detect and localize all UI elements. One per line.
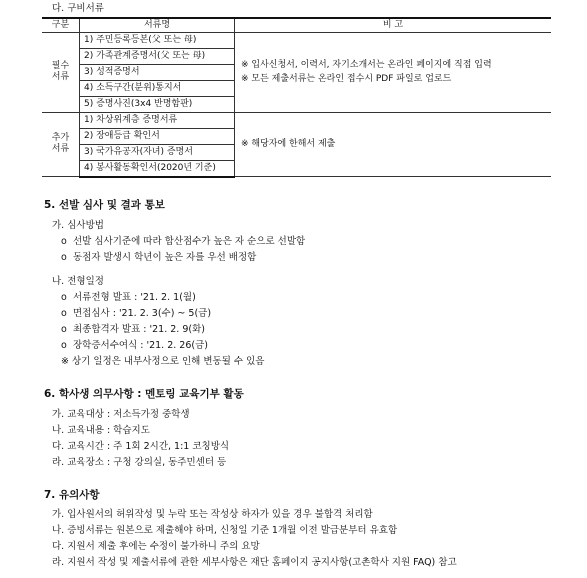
doc-item: 3) 국가유공자(자녀) 증명서 [80, 144, 235, 160]
section7-item: 가. 입사원서의 허위작성 및 누락 또는 작성상 하자가 있을 경우 불합격 처리함 [52, 509, 373, 520]
section7-item: 다. 지원서 제출 후에는 수정이 불가하니 주의 요망 [52, 541, 260, 552]
documents-table [42, 17, 551, 178]
doc-item: 4) 봉사활동확인서(2020년 기준) [80, 160, 235, 177]
doc-section-label: 다. 구비서류 [52, 3, 104, 14]
bullet-icon: o [61, 324, 67, 335]
bullet-icon: o [61, 236, 67, 247]
section7-item: 라. 지원서 작성 및 제출서류에 관한 세부사항은 재단 홈페이지 공지사항(고촌학사 지원 FAQ) 참고 [52, 557, 457, 568]
note-line: ※ 모든 제출서류는 온라인 접수시 PDF 파일로 업로드 [241, 74, 452, 84]
schedule-item: o 장학증서수여식 : '21. 2. 26(금) [61, 340, 208, 351]
required-notes [235, 32, 552, 112]
bullet-icon: o [61, 292, 67, 303]
doc-item: 1) 차상위계층 증명서류 [80, 112, 235, 128]
section6-item: 라. 교육장소 : 구청 강의실, 동주민센터 등 [52, 457, 227, 468]
category-required [42, 32, 80, 112]
note-line: ※ 입사신청서, 이력서, 자기소개서는 온라인 페이지에 직접 입력 [241, 59, 492, 70]
section7-item: 나. 증빙서류는 원본으로 제출해야 하며, 신청일 기준 1개월 이전 발급분부터 유효함 [52, 525, 398, 536]
doc-item: 2) 가족관계증명서(父 또는 母) [80, 48, 235, 64]
bullet-icon: o [61, 252, 67, 263]
schedule-item: o 면접심사 : '21. 2. 3(수) ~ 5(금) [61, 308, 212, 319]
section6-item: 가. 교육대상 : 저소득가정 중학생 [52, 409, 190, 420]
doc-item: 5) 증명사진(3x4 반명함판) [80, 96, 235, 112]
section5-a-label: 가. 심사방법 [52, 220, 104, 231]
doc-item: 3) 성적증명서 [80, 64, 235, 80]
bullet-icon: o [61, 340, 67, 351]
header-docname: 서류명 [80, 18, 235, 32]
section6-item: 다. 교육시간 : 주 1회 2시간, 1:1 코칭방식 [52, 441, 230, 452]
section5-title: 5. 선발 심사 및 결과 통보 [44, 199, 165, 211]
section6-item: 나. 교육내용 : 학습지도 [52, 425, 150, 436]
schedule-item: o 서류전형 발표 : '21. 2. 1(월) [61, 292, 196, 303]
doc-item: 4) 소득구간(분위)통지서 [80, 80, 235, 96]
section5-a-item: o 동점자 발생시 학년이 높은 자를 우선 배정함 [61, 252, 257, 263]
header-note: 비 고 [235, 18, 552, 32]
section7-title: 7. 유의사항 [44, 489, 100, 501]
doc-item: 2) 장애등급 확인서 [80, 128, 235, 144]
section5-b-label: 나. 전형일정 [52, 276, 104, 287]
section6-title: 6. 학사생 의무사항 : 멘토링 교육기부 활동 [44, 388, 244, 400]
schedule-note: ※ 상기 일정은 내부사정으로 인해 변동될 수 있음 [61, 356, 265, 367]
section5-a-item: o 선발 심사기준에 따라 합산점수가 높은 자 순으로 선발함 [61, 236, 306, 247]
bullet-icon: o [61, 308, 67, 319]
doc-item: 1) 주민등록등본(父 또는 母) [80, 32, 235, 48]
category-additional-label: 추가 서류 [51, 133, 70, 155]
schedule-item: o 최종합격자 발표 : '21. 2. 9(화) [61, 324, 205, 335]
additional-notes [235, 112, 552, 177]
note-line: ※ 해당자에 한해서 제출 [241, 139, 336, 150]
header-category: 구분 [42, 18, 80, 32]
category-additional [42, 112, 80, 177]
category-required-label: 필수 서류 [51, 60, 70, 82]
